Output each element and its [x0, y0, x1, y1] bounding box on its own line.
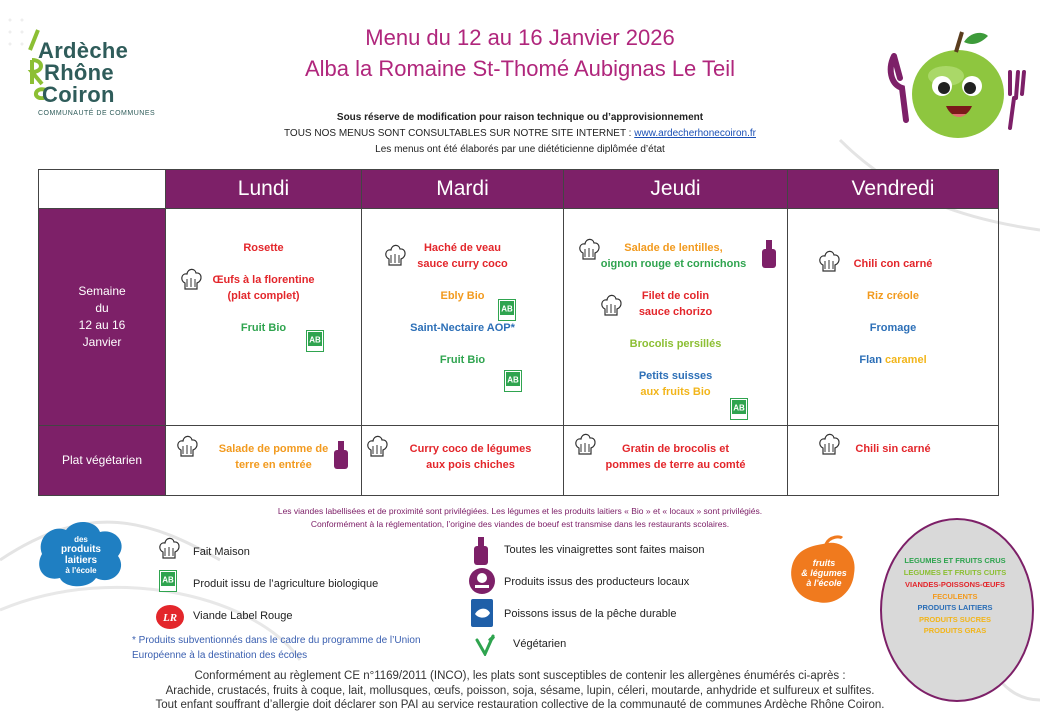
vinaigrette-bottle-icon: [760, 239, 778, 269]
dish-fruit-bio-mardi: Fruit Bio: [439, 354, 486, 366]
veg-dish-jeudi-1: Gratin de brocolis et: [622, 443, 729, 455]
chef-hat-icon: [600, 293, 622, 321]
cell-jeudi-veg: [564, 426, 788, 496]
allergens-line-2: Arachide, crustacés, fruits à coque, lait, mollusques, œufs, poisson, soja, sésame, lupin, céleri, moutarde, anhydride et sulfureux et sulfites.: [165, 685, 875, 697]
dish-ebly-bio: Ebly Bio: [440, 290, 485, 302]
table-corner: [39, 170, 166, 209]
eu-note-2: Européenne à la destination des écoles: [132, 650, 308, 661]
cell-mardi-menu: [362, 209, 564, 426]
food-group-laitiers: PRODUITS LAITIERS: [917, 603, 993, 612]
notice-site: [0, 128, 1040, 139]
local-producers-icon: [468, 567, 496, 595]
dish-plat-complet: (plat complet): [227, 290, 300, 302]
svg-text:des: des: [74, 535, 88, 544]
notice-reserve: Sous réserve de modification pour raison technique ou d’approvisionnement: [336, 112, 704, 123]
table-row-vegetarian: [39, 426, 999, 496]
food-group-legumes-cuits: LEGUMES ET FRUITS CUITS: [903, 568, 1007, 577]
dish-chili-con-carne: Chili con carné: [853, 258, 933, 270]
notice-dietitian: Les menus ont été élaborés par une diététicienne diplômée d’état: [375, 144, 665, 155]
svg-text:LR: LR: [162, 612, 178, 624]
food-group-viandes: VIANDES-POISSONS-ŒUFS: [904, 580, 1005, 589]
chef-hat-icon: [384, 243, 406, 271]
vegetarian-leaf-icon: [474, 634, 496, 656]
legend-fait-maison: Fait Maison: [193, 546, 250, 558]
dish-flan-caramel: [788, 352, 998, 368]
dish-brocolis: Brocolis persillés: [629, 338, 722, 350]
dish-sauce-curry: sauce curry coco: [417, 258, 508, 270]
policy-line-1: Les viandes labellisées et de proximité sont privilégiées. Les légumes et les produits laitiers « Bio » et « locaux » sont privilégiés.: [277, 506, 763, 516]
dairy-school-badge-icon: [34, 518, 128, 590]
dish-hache-veau: Haché de veau: [423, 242, 502, 254]
dish-aux-fruits-bio: aux fruits Bio: [640, 386, 711, 398]
svg-text:à l'école: à l'école: [65, 566, 97, 575]
svg-text:AB: AB: [501, 304, 513, 314]
veg-dish-mardi-1: Curry coco de légumes: [409, 443, 532, 455]
dish-caramel: caramel: [885, 354, 927, 366]
chef-hat-icon: [578, 237, 600, 265]
allergens-line-1: Conformément au règlement CE n°1169/2011 (INCO), les plats sont susceptibles de contenir les allergènes énumérés ci-après :: [194, 670, 846, 682]
dish-oignon-cornichons: oignon rouge et cornichons: [600, 258, 747, 270]
veg-dish-mardi-2: aux pois chiches: [426, 459, 515, 471]
dish-petits-suisses: Petits suisses: [638, 370, 713, 382]
label-rouge-icon: [155, 604, 185, 630]
notice-site-prefix: TOUS NOS MENUS SONT CONSULTABLES SUR NOTRE SITE INTERNET :: [284, 128, 635, 139]
vinaigrette-bottle-icon: [332, 440, 350, 470]
table-header-row: [39, 170, 999, 209]
dish-saint-nectaire: Saint-Nectaire AOP*: [410, 322, 515, 334]
logo-line-1: Ardèche: [38, 38, 129, 63]
menu-table: [38, 169, 999, 496]
svg-text:AB: AB: [733, 403, 745, 413]
svg-text:AB: AB: [507, 375, 519, 385]
dish-rosette: Rosette: [243, 242, 284, 254]
day-header-lundi: Lundi: [166, 170, 362, 209]
cell-lundi-veg: [166, 426, 362, 496]
dish-sauce-chorizo: sauce chorizo: [638, 306, 713, 318]
cell-mardi-veg: [362, 426, 564, 496]
bio-label-icon: [306, 330, 324, 352]
msc-fish-icon: [470, 598, 494, 628]
food-group-sucres: PRODUITS SUCRES: [918, 615, 992, 624]
legend-vegetarien: Végétarien: [513, 638, 567, 650]
legend-bio: Produit issu de l’agriculture biologique: [193, 578, 379, 590]
bio-label-icon: [730, 398, 748, 420]
veg-dish-lundi-1: Salade de pomme de: [218, 443, 329, 455]
row-label-week: [39, 209, 166, 426]
week-label-2: du: [95, 301, 109, 315]
chef-hat-icon: [366, 434, 388, 462]
cell-vendredi-veg: [788, 426, 999, 496]
bio-label-icon: [159, 570, 177, 592]
chef-hat-icon: [818, 432, 840, 460]
dish-fromage: Fromage: [869, 322, 917, 334]
dish-fruit-bio: Fruit Bio: [240, 322, 287, 334]
page-subtitle: Alba la Romaine St-Thomé Aubignas Le Teil: [304, 56, 736, 81]
svg-text:AB: AB: [162, 575, 174, 585]
chef-hat-icon: [158, 536, 180, 564]
veg-dish-lundi-2: terre en entrée: [235, 459, 312, 471]
svg-text:produits: produits: [61, 544, 101, 555]
logo-subtitle: COMMUNAUTÉ DE COMMUNES: [38, 110, 156, 117]
cell-jeudi-menu: [564, 209, 788, 426]
day-header-vendredi: Vendredi: [788, 170, 999, 209]
bio-label-icon: [504, 370, 522, 392]
svg-text:à l'école: à l'école: [806, 578, 842, 588]
legend-poissons: Poissons issus de la pêche durable: [504, 608, 677, 620]
page-title: Menu du 12 au 16 Janvier 2026: [365, 25, 675, 50]
chef-hat-icon: [818, 249, 840, 277]
week-label-3: 12 au 16: [78, 318, 126, 332]
week-label-4: Janvier: [82, 335, 122, 349]
row-label-vegetarian: Plat végétarien: [39, 426, 166, 496]
cell-vendredi-menu: [788, 209, 999, 426]
day-header-jeudi: Jeudi: [564, 170, 788, 209]
chef-hat-icon: [574, 432, 596, 460]
svg-text:laitiers: laitiers: [64, 555, 98, 566]
veg-dish-jeudi-2: pommes de terre au comté: [605, 459, 746, 471]
chef-hat-icon: [176, 434, 198, 462]
food-group-legumes-crus: LEGUMES ET FRUITS CRUS: [904, 556, 1006, 565]
svg-text:AB: AB: [309, 335, 321, 345]
fruits-vegetables-school-badge-icon: [786, 534, 860, 608]
dish-oeufs-florentine: Œufs à la florentine: [212, 274, 315, 286]
table-row-week: [39, 209, 999, 426]
dish-filet-colin: Filet de colin: [641, 290, 710, 302]
day-header-mardi: Mardi: [362, 170, 564, 209]
website-link[interactable]: www.ardecherhonecoiron.fr: [634, 128, 756, 139]
dish-riz-creole: Riz créole: [867, 290, 919, 302]
chef-hat-icon: [180, 267, 202, 295]
legend-label-rouge: Viande Label Rouge: [193, 610, 293, 622]
legend-locaux: Produits issus des producteurs locaux: [504, 576, 690, 588]
policy-line-2: Conformément à la réglementation, l’origine des viandes de boeuf est transmise dans les restaurants scolaires.: [310, 519, 730, 529]
svg-text:& légumes: & légumes: [801, 568, 847, 578]
week-label-1: Semaine: [78, 284, 126, 298]
dish-salade-lentilles: Salade de lentilles,: [624, 242, 723, 254]
svg-text:fruits: fruits: [812, 558, 836, 568]
logo-line-3: Coiron: [42, 82, 115, 107]
eu-note-1: * Produits subventionnés dans le cadre du programme de l’Union: [132, 635, 421, 646]
logo-line-2: Rhône: [44, 60, 114, 85]
cell-lundi-menu: [166, 209, 362, 426]
food-group-gras: PRODUITS GRAS: [923, 626, 987, 635]
veg-dish-vendredi: Chili sin carné: [855, 443, 931, 455]
vinaigrette-bottle-icon: [472, 536, 490, 566]
allergens-line-3: Tout enfant souffrant d’allergie doit déclarer son PAI au service restauration collective de la communauté de communes Ardèche Rhône Coiron.: [155, 699, 885, 711]
food-group-feculents: FECULENTS: [932, 592, 978, 601]
dish-flan: Flan: [859, 354, 886, 366]
legend-vinaigrettes: Toutes les vinaigrettes sont faites maison: [504, 544, 705, 556]
bio-label-icon: [498, 299, 516, 321]
